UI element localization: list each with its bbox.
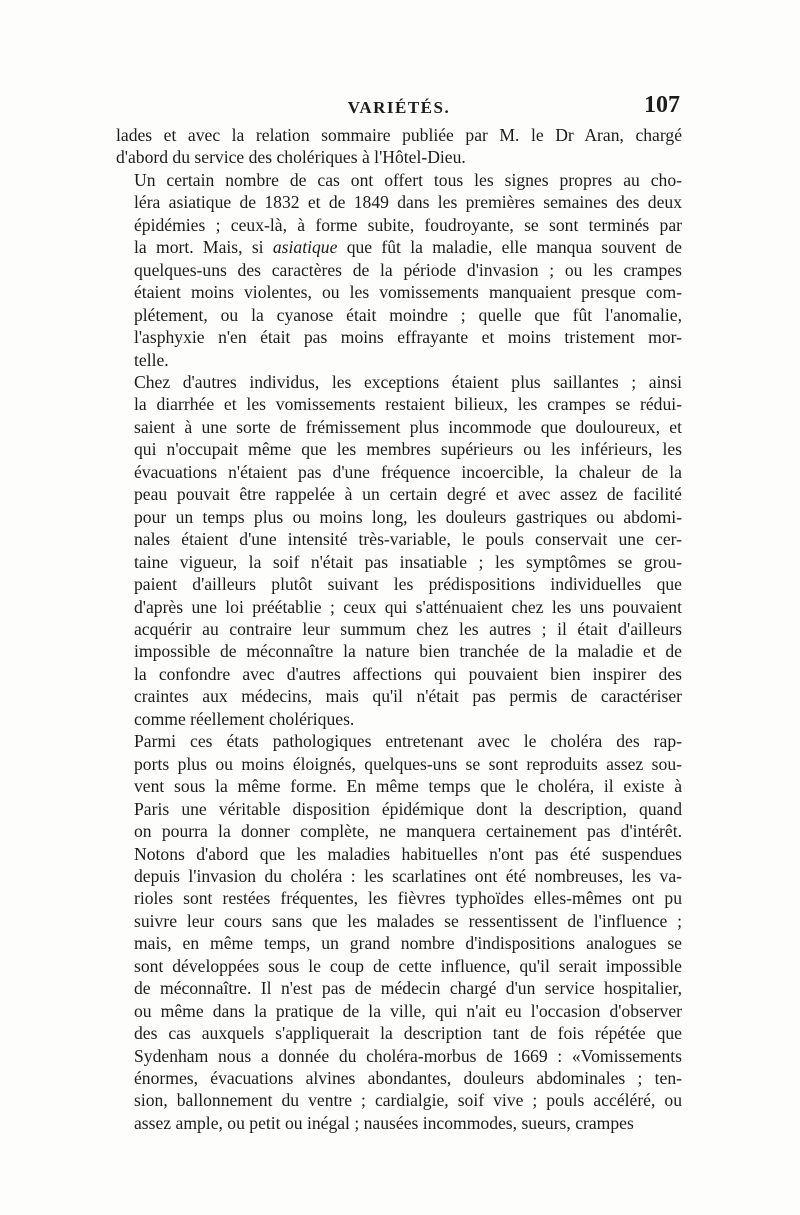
text-line: sion, ballonnement du ventre ; cardialgie, soif vive ; pouls accéléré, ou bbox=[134, 1090, 682, 1111]
text-line: d'abord du service des cholériques à l'Hôtel-Dieu. bbox=[116, 147, 466, 168]
text-line: plétement, ou la cyanose était moindre ; quelle que fût l'anomalie, bbox=[134, 304, 682, 325]
text-line: Paris une véritable disposition épidémique dont la description, quand bbox=[134, 798, 682, 819]
text-line: sont développées sous le coup de cette influence, qu'il serait impossible bbox=[134, 955, 682, 976]
text-line: qui n'occupait même que les membres supérieurs ou les inférieurs, les bbox=[134, 439, 682, 460]
body-text bbox=[116, 124, 682, 1134]
running-header bbox=[116, 94, 682, 124]
text-line: depuis l'invasion du choléra : les scarlatines ont été nombreuses, les va- bbox=[134, 865, 682, 886]
text-line: la diarrhée et les vomissements restaient bilieux, les crampes se rédui- bbox=[134, 394, 682, 415]
text-line: rioles sont restées fréquentes, les fièvres typhoïdes elles-mêmes ont pu bbox=[134, 888, 682, 909]
text-line: Notons d'abord que les maladies habituelles n'ont pas été suspendues bbox=[134, 843, 682, 864]
text-line: pour un temps plus ou moins long, les douleurs gastriques ou abdomi- bbox=[134, 506, 682, 527]
text-line: Parmi ces états pathologiques entretenant avec le choléra des rap- bbox=[134, 731, 682, 752]
text-line: assez ample, ou petit ou inégal ; nausées incommodes, sueurs, crampes bbox=[134, 1112, 634, 1133]
paragraph bbox=[116, 730, 682, 1134]
text-line: acquérir au contraire leur summum chez les autres ; il était d'ailleurs bbox=[134, 618, 682, 639]
text-line: suivre leur cours sans que les malades se ressentissent de l'influence ; bbox=[134, 910, 682, 931]
text-line: énormes, évacuations alvines abondantes, douleurs abdominales ; ten- bbox=[134, 1068, 682, 1089]
text-line: léra asiatique de 1832 et de 1849 dans les premières semaines des deux bbox=[134, 192, 682, 213]
text-line: telle. bbox=[134, 349, 169, 370]
text-line: lades et avec la relation sommaire publiée par M. le Dr Aran, chargé bbox=[116, 125, 682, 145]
text-line: étaient moins violentes, ou les vomissements manquaient presque com- bbox=[134, 282, 682, 303]
text-line: Sydenham nous a donnée du choléra-morbus de 1669 : «Vomissements bbox=[134, 1045, 682, 1066]
text-line: la confondre avec d'autres affections qui pouvaient bien inspirer des bbox=[134, 663, 682, 684]
text-line: Un certain nombre de cas ont offert tous les signes propres au cho- bbox=[134, 169, 682, 190]
text-line: paient d'ailleurs plutôt suivant les prédispositions individuelles que bbox=[134, 574, 682, 595]
text-line: l'asphyxie n'en était pas moins effrayante et moins tristement mor- bbox=[134, 327, 682, 348]
text-line: peau pouvait être rappelée à un certain degré et avec assez de facilité bbox=[134, 484, 682, 505]
text-line: d'après une loi préétablie ; ceux qui s'atténuaient chez les uns pouvaient bbox=[134, 596, 682, 617]
text-line: Chez d'autres individus, les exceptions étaient plus saillantes ; ainsi bbox=[134, 371, 682, 392]
text-line: vent sous la même forme. En même temps que le choléra, il existe à bbox=[134, 776, 682, 797]
paragraph bbox=[116, 371, 682, 730]
text-line: ports plus ou moins éloignés, quelques-uns se sont reproduits assez sou- bbox=[134, 753, 682, 774]
page-number: 107 bbox=[644, 92, 680, 118]
text-line: quelques-uns des caractères de la période d'invasion ; ou les crampes bbox=[134, 259, 682, 280]
text-line: saient à une sorte de frémissement plus incommode que douloureux, et bbox=[134, 416, 682, 437]
running-title: VARIÉTÉS. bbox=[347, 98, 451, 117]
text-line: impossible de méconnaître la nature bien tranchée de la maladie et de bbox=[134, 641, 682, 662]
text-line: de méconnaître. Il n'est pas de médecin chargé d'un service hospitalier, bbox=[134, 978, 682, 999]
text-line: mais, en même temps, un grand nombre d'indispositions analogues se bbox=[134, 933, 682, 954]
text-line: on pourra la donner complète, ne manquera certainement pas d'intérêt. bbox=[134, 821, 682, 842]
emphasized-word: asiatique bbox=[272, 237, 338, 258]
text-line: épidémies ; ceux-là, à forme subite, foudroyante, se sont terminés par bbox=[134, 214, 682, 235]
text-line: nales étaient d'une intensité très-variable, le pouls conservait une cer- bbox=[134, 529, 682, 550]
text-line: taine vigueur, la soif n'était pas insatiable ; les symptômes se grou- bbox=[134, 551, 682, 572]
text-line: la mort. Mais, si asiatique que fût la maladie, elle manqua souvent de bbox=[134, 237, 682, 258]
text-line: évacuations n'étaient pas d'une fréquence incoercible, la chaleur de la bbox=[134, 461, 682, 482]
text-line: comme réellement cholériques. bbox=[134, 708, 355, 729]
paragraph bbox=[116, 169, 682, 371]
text-line: des cas auxquels s'appliquerait la description tant de fois répétée que bbox=[134, 1023, 682, 1044]
text-line: ou même dans la pratique de la ville, qui n'ait eu l'occasion d'observer bbox=[134, 1000, 682, 1021]
paragraph bbox=[116, 124, 682, 169]
text-line: craintes aux médecins, mais qu'il n'était pas permis de caractériser bbox=[134, 686, 682, 707]
